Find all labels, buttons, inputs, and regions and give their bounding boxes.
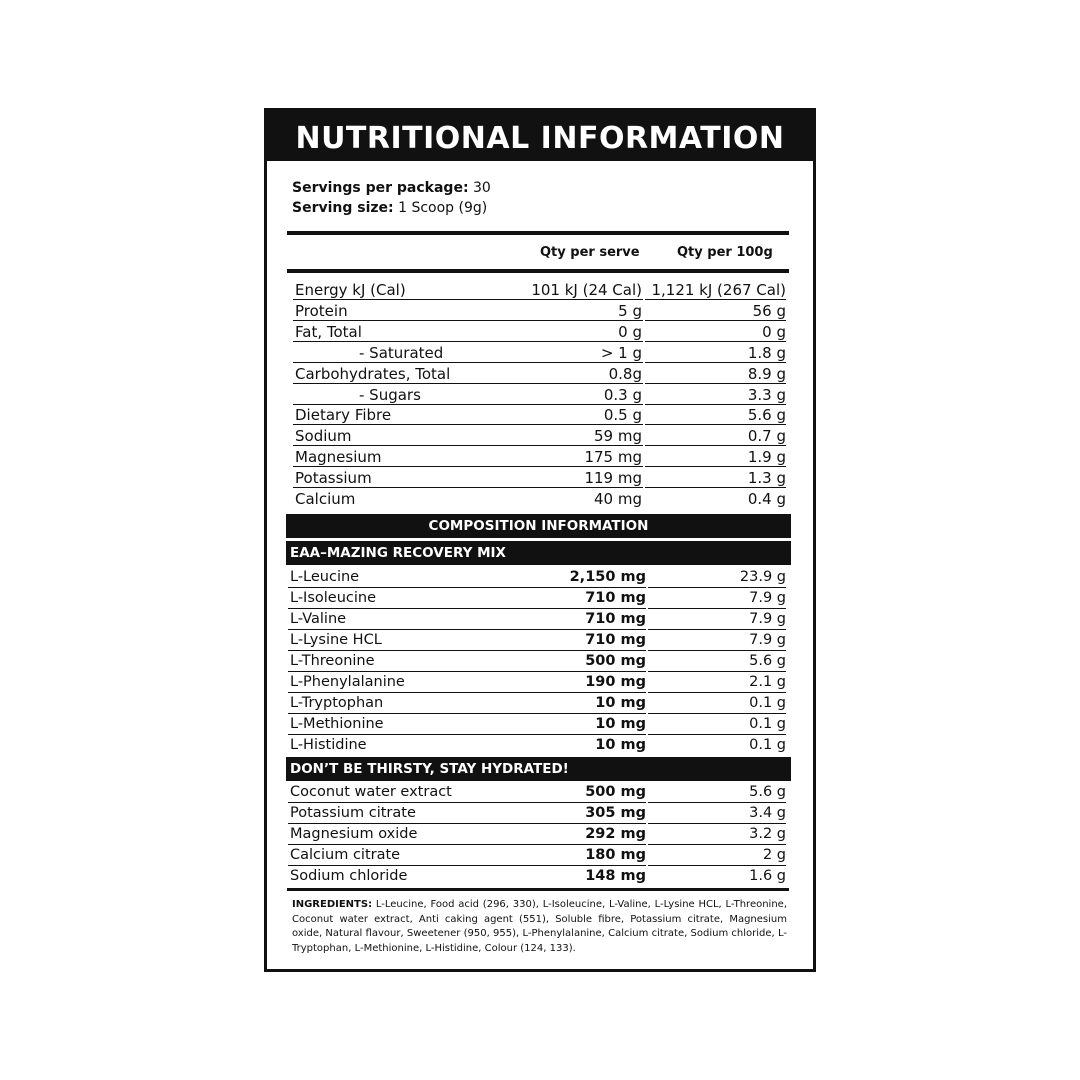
row-label: L-Lysine HCL bbox=[290, 632, 382, 648]
row-qty-per-100g: 5.6 g bbox=[747, 406, 786, 425]
servings-per-package bbox=[292, 179, 491, 197]
row-label: L-Histidine bbox=[290, 737, 367, 753]
row-qty-per-100g: 1.6 g bbox=[749, 868, 786, 884]
row-qty-per-100g: 56 g bbox=[752, 301, 786, 320]
row-label: L-Tryptophan bbox=[290, 695, 384, 711]
row-label: L-Isoleucine bbox=[290, 590, 377, 606]
row-qty-per-100g: 7.9 g bbox=[749, 611, 786, 627]
panel-title: NUTRITIONAL INFORMATION bbox=[267, 111, 813, 161]
row-label: L-Leucine bbox=[290, 569, 360, 585]
row-label: Calcium bbox=[295, 490, 356, 508]
row-qty-per-serve: 500 mg bbox=[585, 784, 646, 800]
serving-size-value: 1 Scoop (9g) bbox=[398, 200, 488, 216]
row-qty-per-serve: 0.3 g bbox=[603, 385, 642, 404]
row-qty-per-serve: 10 mg bbox=[595, 695, 646, 711]
row-qty-per-serve: 0.5 g bbox=[603, 406, 642, 425]
row-qty-per-100g: 0.4 g bbox=[747, 490, 786, 508]
row-label: Protein bbox=[295, 301, 348, 320]
nutrition-panel bbox=[264, 108, 816, 972]
row-qty-per-serve: 180 mg bbox=[585, 847, 646, 863]
row-qty-per-100g: 2 g bbox=[762, 847, 786, 863]
table-row bbox=[288, 714, 786, 735]
row-qty-per-100g: 1.9 g bbox=[747, 448, 786, 467]
row-label: Magnesium oxide bbox=[290, 826, 418, 842]
row-qty-per-serve: 148 mg bbox=[585, 868, 646, 884]
table-row bbox=[288, 672, 786, 693]
row-label: L-Phenylalanine bbox=[290, 674, 405, 690]
table-row bbox=[293, 321, 786, 342]
row-qty-per-100g: 8.9 g bbox=[747, 364, 786, 383]
row-qty-per-100g: 0 g bbox=[762, 322, 786, 341]
row-qty-per-100g: 3.4 g bbox=[749, 805, 786, 821]
row-qty-per-serve: 292 mg bbox=[585, 826, 646, 842]
row-label: Carbohydrates, Total bbox=[295, 364, 451, 383]
row-label: Coconut water extract bbox=[290, 784, 452, 800]
table-row bbox=[293, 279, 786, 300]
row-qty-per-serve: 710 mg bbox=[585, 632, 646, 648]
header-rule-bottom bbox=[287, 269, 789, 273]
table-row bbox=[293, 467, 786, 488]
row-qty-per-serve: 175 mg bbox=[584, 448, 642, 467]
row-qty-per-serve: 2,150 mg bbox=[569, 569, 646, 585]
row-qty-per-serve: 10 mg bbox=[595, 737, 646, 753]
ingredients-text bbox=[292, 898, 787, 956]
row-qty-per-100g: 0.1 g bbox=[749, 695, 786, 711]
row-qty-per-serve: 59 mg bbox=[594, 427, 642, 446]
table-row bbox=[288, 735, 786, 756]
row-label: L-Threonine bbox=[290, 653, 375, 669]
row-qty-per-100g: 5.6 g bbox=[749, 784, 786, 800]
eaa-section-title: EAA–MAZING RECOVERY MIX bbox=[286, 541, 791, 565]
table-row bbox=[288, 651, 786, 672]
row-qty-per-serve: 710 mg bbox=[585, 611, 646, 627]
serving-size bbox=[292, 199, 487, 217]
table-row bbox=[288, 630, 786, 651]
serving-size-label: Serving size: bbox=[292, 200, 394, 216]
column-header-per-serve: Qty per serve bbox=[540, 245, 640, 260]
table-row bbox=[288, 693, 786, 714]
row-qty-per-serve: 0 g bbox=[618, 322, 642, 341]
row-qty-per-100g: 2.1 g bbox=[749, 674, 786, 690]
row-qty-per-serve: 710 mg bbox=[585, 590, 646, 606]
row-qty-per-serve: 305 mg bbox=[585, 805, 646, 821]
row-qty-per-100g: 3.2 g bbox=[749, 826, 786, 842]
row-qty-per-100g: 3.3 g bbox=[747, 385, 786, 404]
row-label: Calcium citrate bbox=[290, 847, 401, 863]
row-label: Dietary Fibre bbox=[295, 406, 392, 425]
row-qty-per-serve: > 1 g bbox=[600, 343, 642, 362]
row-qty-per-serve: 5 g bbox=[618, 301, 642, 320]
row-qty-per-100g: 5.6 g bbox=[749, 653, 786, 669]
table-row bbox=[288, 824, 786, 845]
row-qty-per-100g: 23.9 g bbox=[739, 569, 786, 585]
row-label: - Sugars bbox=[359, 385, 421, 404]
row-qty-per-100g: 1.3 g bbox=[747, 469, 786, 488]
row-label: Fat, Total bbox=[295, 322, 362, 341]
row-label: - Saturated bbox=[359, 343, 444, 362]
row-qty-per-serve: 101 kJ (24 Cal) bbox=[531, 281, 642, 299]
ingredients-rule bbox=[287, 888, 789, 891]
table-row bbox=[288, 782, 786, 803]
row-qty-per-100g: 1,121 kJ (267 Cal) bbox=[651, 281, 786, 299]
row-label: Potassium bbox=[295, 469, 372, 488]
row-qty-per-serve: 10 mg bbox=[595, 716, 646, 732]
row-qty-per-100g: 0.1 g bbox=[749, 716, 786, 732]
row-qty-per-serve: 0.8g bbox=[608, 364, 642, 383]
table-row bbox=[288, 866, 786, 887]
row-label: Energy kJ (Cal) bbox=[295, 281, 406, 299]
ingredients-label: INGREDIENTS: bbox=[292, 899, 373, 910]
row-qty-per-serve: 119 mg bbox=[584, 469, 642, 488]
table-row bbox=[288, 845, 786, 866]
row-qty-per-100g: 0.1 g bbox=[749, 737, 786, 753]
table-row bbox=[293, 404, 786, 425]
table-row bbox=[293, 300, 786, 321]
table-row bbox=[288, 803, 786, 824]
row-label: Potassium citrate bbox=[290, 805, 416, 821]
servings-per-package-value: 30 bbox=[473, 180, 491, 196]
table-row bbox=[293, 384, 786, 405]
table-row bbox=[293, 425, 786, 446]
table-row bbox=[293, 446, 786, 467]
ingredients-list: L-Leucine, Food acid (296, 330), L-Isoleucine, L-Valine, L-Lysine HCL, L-Threonine, Coconut water extract, Anti caking agent (551), Soluble fibre, Potassium citrate, Magnesium oxide, Natural flavour, Sweetener (950, 955), L-Phenylalanine, Calcium citrate, Sodium chloride, L-Tryptophan, L-Methionine, L-Histidine, Colour (124, 133). bbox=[292, 899, 787, 954]
row-qty-per-serve: 190 mg bbox=[585, 674, 646, 690]
table-row bbox=[293, 363, 786, 384]
header-rule-top bbox=[287, 231, 789, 235]
composition-title: COMPOSITION INFORMATION bbox=[286, 514, 791, 538]
table-row bbox=[288, 609, 786, 630]
row-qty-per-serve: 40 mg bbox=[594, 490, 642, 508]
table-row bbox=[293, 488, 786, 509]
row-label: Sodium chloride bbox=[290, 868, 408, 884]
row-qty-per-serve: 500 mg bbox=[585, 653, 646, 669]
row-qty-per-100g: 7.9 g bbox=[749, 590, 786, 606]
row-qty-per-100g: 7.9 g bbox=[749, 632, 786, 648]
servings-per-package-label: Servings per package: bbox=[292, 180, 469, 196]
row-qty-per-100g: 1.8 g bbox=[747, 343, 786, 362]
row-label: L-Methionine bbox=[290, 716, 384, 732]
column-header-per-100g: Qty per 100g bbox=[677, 245, 773, 260]
row-label: Sodium bbox=[295, 427, 352, 446]
row-qty-per-100g: 0.7 g bbox=[747, 427, 786, 446]
table-row bbox=[293, 342, 786, 363]
row-label: L-Valine bbox=[290, 611, 347, 627]
row-label: Magnesium bbox=[295, 448, 382, 467]
table-row bbox=[288, 567, 786, 588]
hydrate-section-title: DON’T BE THIRSTY, STAY HYDRATED! bbox=[286, 757, 791, 781]
table-row bbox=[288, 588, 786, 609]
